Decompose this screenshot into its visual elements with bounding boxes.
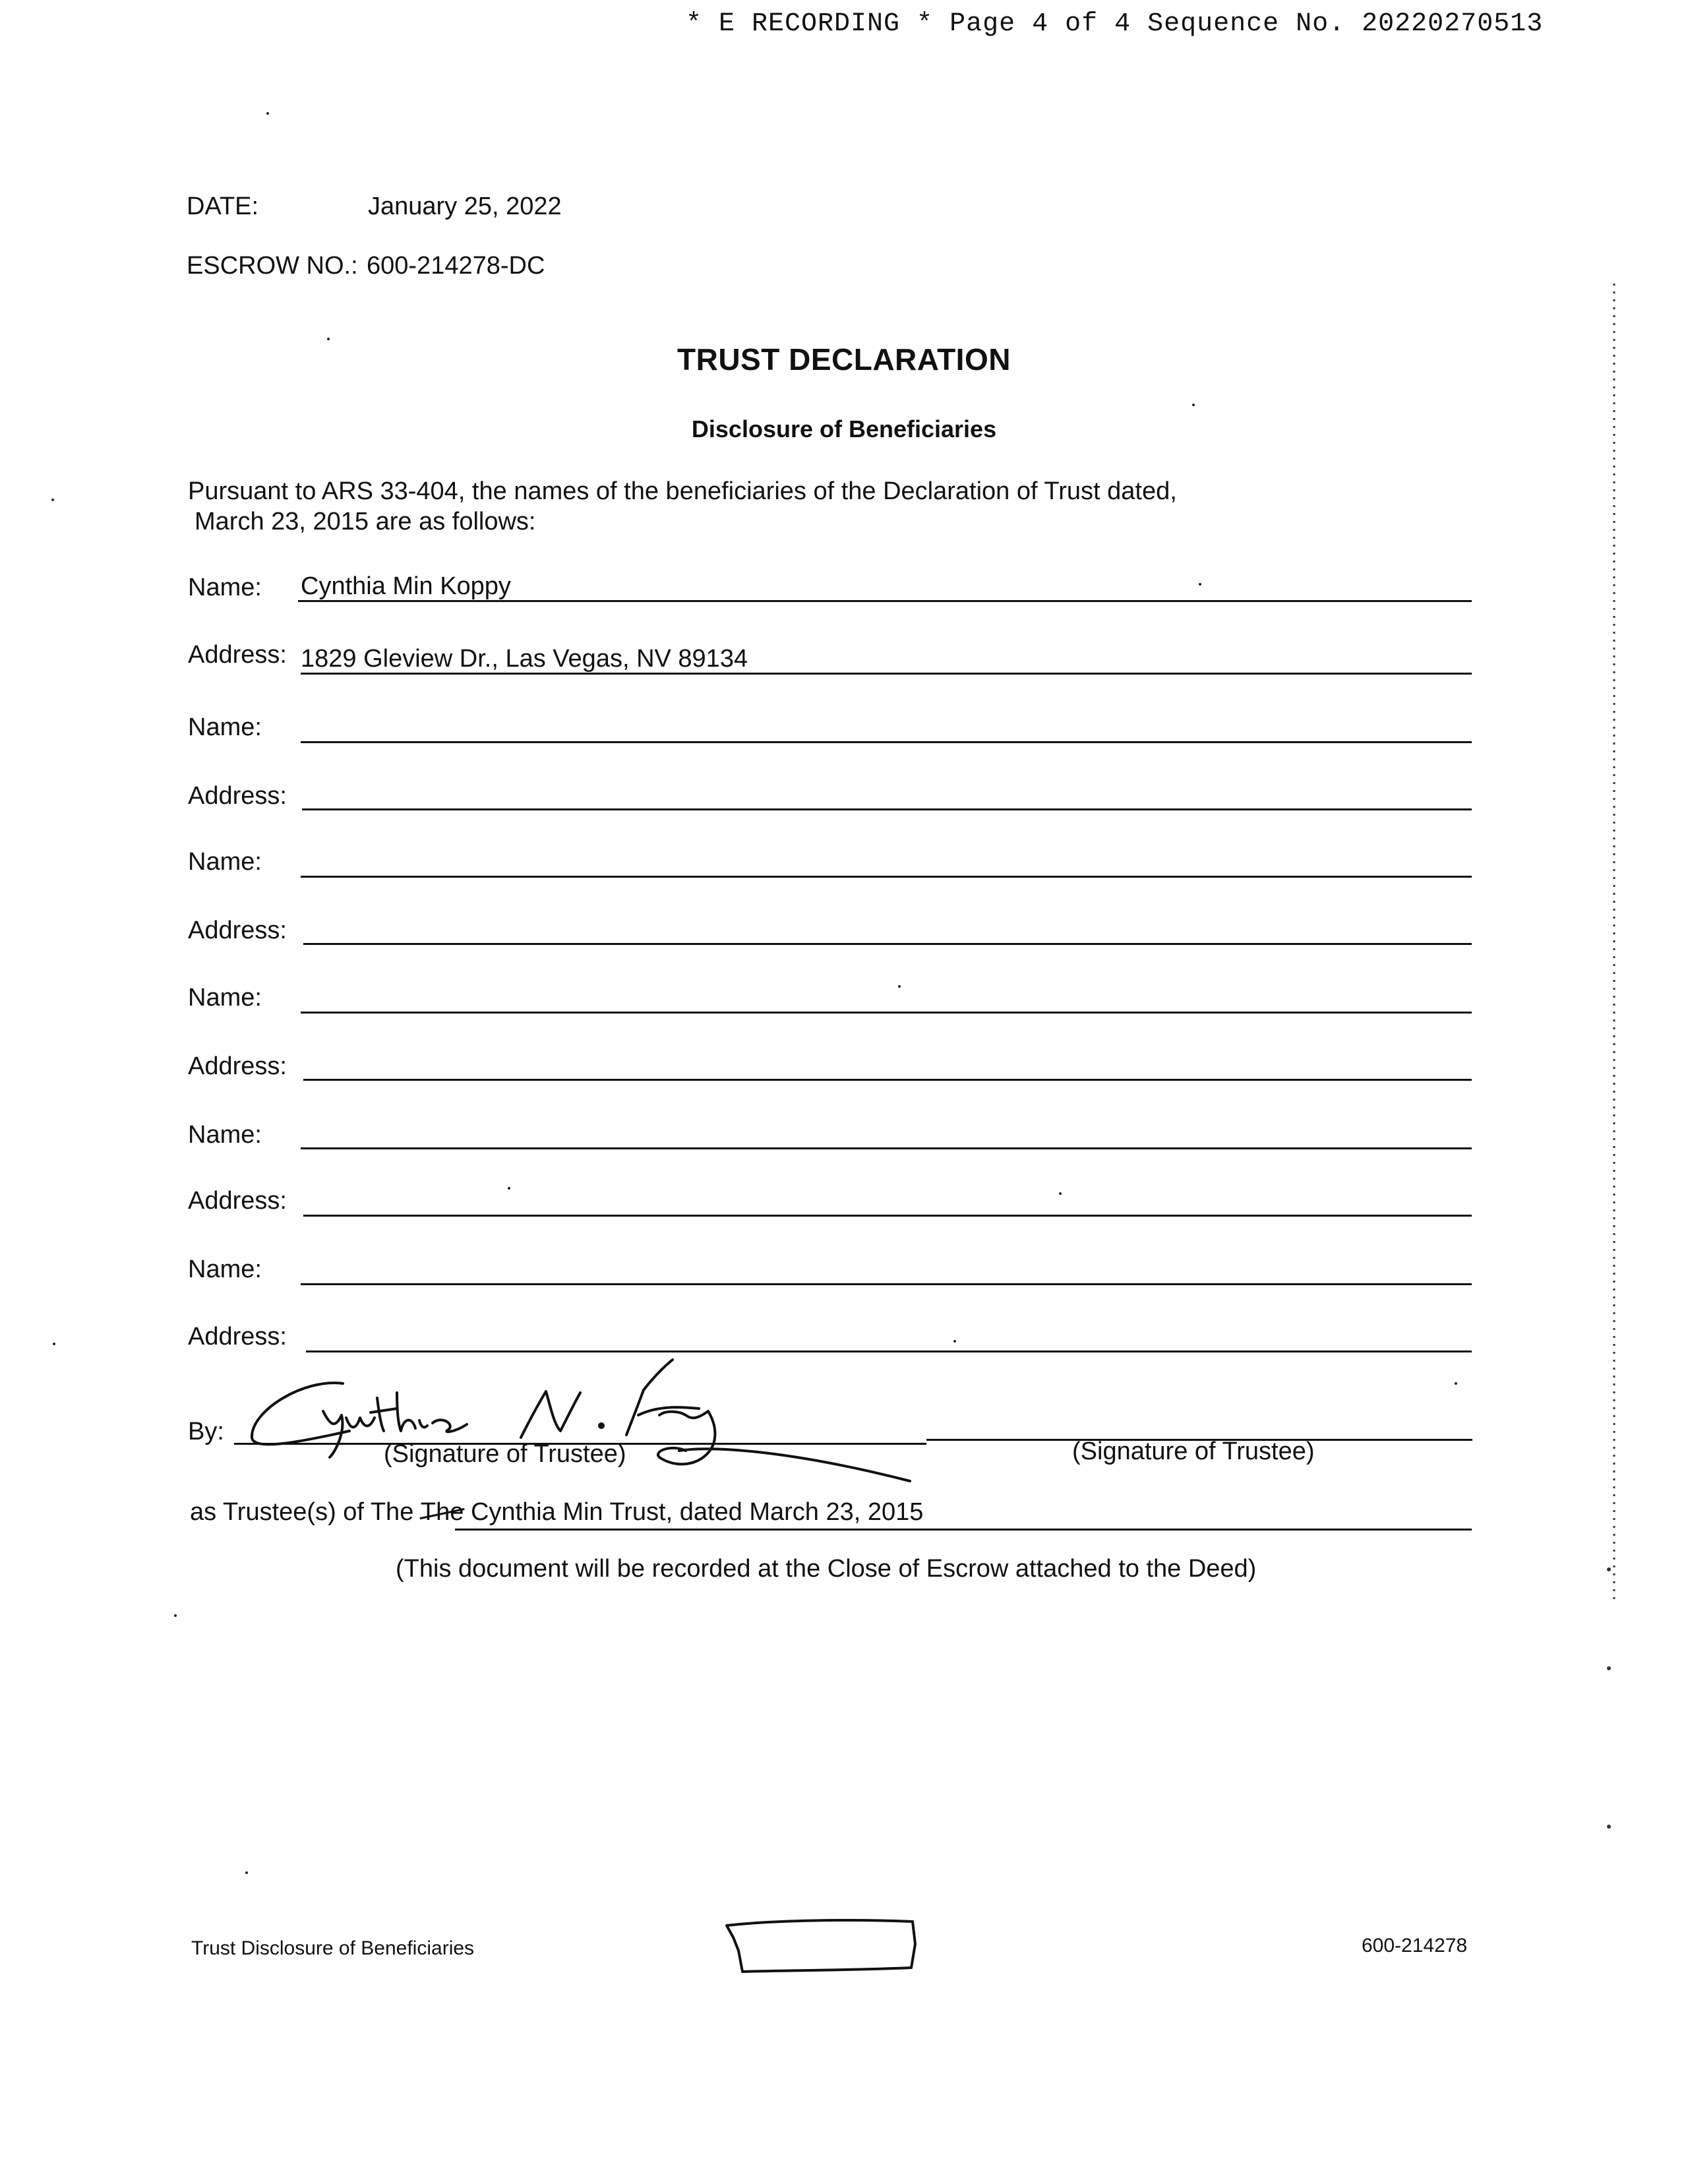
address-label: Address: [188, 1323, 287, 1350]
name-value: Cynthia Min Koppy [301, 572, 511, 600]
intro-line-1: Pursuant to ARS 33-404, the names of the beneficiaries of the Declaration of Trust dated, [188, 477, 1177, 505]
address-line [303, 1079, 1472, 1081]
date-label: DATE: [187, 193, 259, 220]
scan-speck [327, 338, 330, 340]
scan-speck [1455, 1382, 1457, 1385]
signature-caption-right: (Signature of Trustee) [1072, 1438, 1315, 1465]
date-value: January 25, 2022 [368, 193, 562, 220]
recording-stamp: * E RECORDING * Page 4 of 4 Sequence No. 20220270513 [686, 9, 1544, 39]
scan-speck [1192, 404, 1195, 406]
address-label: Address: [188, 641, 287, 669]
scan-speck [51, 499, 54, 501]
name-label: Name: [188, 848, 262, 876]
scan-speck [245, 1871, 248, 1874]
scan-speck [266, 112, 269, 115]
document-title: TRUST DECLARATION [677, 342, 1011, 377]
address-line [302, 808, 1472, 810]
address-line [303, 943, 1472, 945]
scan-speck [898, 985, 901, 988]
scan-speck [1199, 583, 1201, 586]
signature-caption-left: (Signature of Trustee) [384, 1440, 626, 1468]
address-label: Address: [188, 917, 287, 944]
name-label: Name: [188, 574, 262, 601]
name-line [301, 1147, 1472, 1149]
name-line [301, 1012, 1472, 1014]
address-label: Address: [188, 1052, 287, 1080]
name-line [301, 876, 1472, 878]
footer-document-name: Trust Disclosure of Beneficiaries [191, 1937, 475, 1959]
scan-speck [508, 1187, 510, 1190]
scan-speck [53, 1343, 55, 1345]
trustee-line [455, 1529, 1472, 1531]
scan-speck [953, 1340, 956, 1343]
escrow-label: ESCROW NO.: [187, 252, 358, 280]
name-label: Name: [188, 984, 262, 1012]
name-label: Name: [188, 713, 262, 741]
close-of-escrow-note: (This document will be recorded at the Close of Escrow attached to the Deed) [396, 1555, 1257, 1583]
by-label: By: [188, 1418, 224, 1445]
handwritten-signature [224, 1352, 1015, 1503]
scan-speck [174, 1614, 177, 1617]
scan-speck [1059, 1192, 1062, 1195]
address-value: 1829 Gleview Dr., Las Vegas, NV 89134 [301, 645, 748, 673]
address-line [303, 1215, 1472, 1217]
address-label: Address: [188, 1187, 287, 1215]
name-label: Name: [188, 1256, 262, 1283]
footer-escrow-number: 600-214278 [1362, 1935, 1468, 1957]
scan-edge-artifact [1602, 284, 1622, 1853]
struck-word: The [420, 1498, 464, 1526]
trustee-statement [190, 1498, 923, 1527]
name-line [301, 1283, 1472, 1285]
name-label: Name: [188, 1121, 262, 1149]
address-label: Address: [188, 782, 287, 810]
address-line [301, 673, 1472, 675]
trustee-prefix: as Trustee(s) of The [190, 1498, 414, 1526]
name-line [298, 600, 1472, 602]
intro-line-2: March 23, 2015 are as follows: [195, 508, 536, 535]
escrow-value: 600-214278-DC [367, 252, 545, 280]
document-subtitle: Disclosure of Beneficiaries [691, 415, 997, 442]
trust-name: Cynthia Min Trust, dated March 23, 2015 [470, 1498, 924, 1526]
intro-paragraph [188, 476, 1441, 537]
name-line [301, 741, 1472, 743]
footer-blank-box [720, 1911, 931, 1977]
